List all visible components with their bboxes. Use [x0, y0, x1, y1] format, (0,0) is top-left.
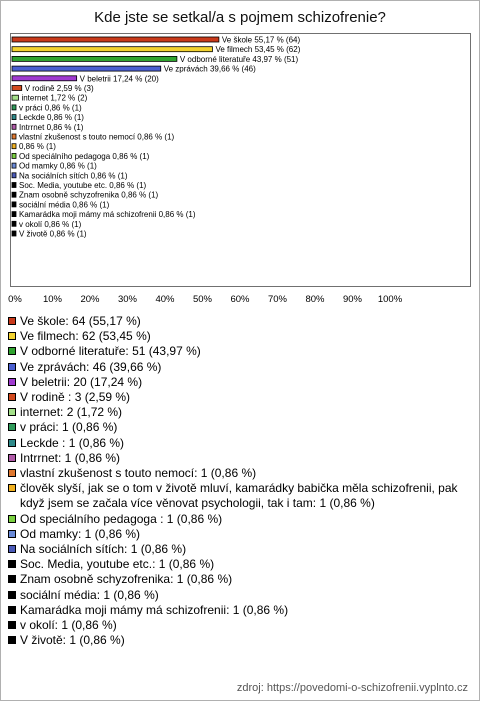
bar-label: v práci 0,86 % (1) [19, 103, 82, 113]
bar-label: Znam osobně schyzofrenika 0,86 % (1) [19, 190, 159, 200]
legend-swatch [8, 347, 16, 355]
legend-item [8, 527, 470, 542]
x-tick-label: 100% [377, 294, 403, 305]
bar [12, 66, 161, 71]
legend-item [8, 344, 470, 359]
legend-label: internet: 2 (1,72 %) [20, 405, 123, 420]
bar-label: internet 1,72 % (2) [21, 93, 88, 103]
bar-label: Na sociálních sítích 0,86 % (1) [19, 171, 128, 181]
bar [12, 202, 16, 207]
legend-label: V beletrii: 20 (17,24 %) [20, 374, 143, 389]
legend-item [8, 512, 470, 527]
bar [12, 163, 16, 168]
legend-label: člověk slyší, jak se o tom v životě mluví, kamarádky babička měla schizofrenii, pak když jsem se začala více věnovat psychologii, tak i tam: 1 (0,86 %) [20, 481, 458, 511]
legend-swatch [8, 332, 16, 340]
legend-item [8, 557, 470, 572]
legend-label: Znam osobně schyzofrenika: 1 (0,86 %) [20, 572, 233, 587]
legend-swatch [8, 575, 16, 583]
bar-label: V rodině 2,59 % (3) [24, 84, 94, 93]
bar-label: V beletrii 17,24 % (20) [79, 74, 159, 84]
legend-label: Od mamky: 1 (0,86 %) [20, 526, 141, 541]
bar [12, 95, 18, 100]
legend-item [8, 436, 470, 451]
bar-label: Ve filmech 53,45 % (62) [215, 45, 301, 55]
legend-item [8, 420, 470, 435]
chart-title: Kde jste se setkal/a s pojmem schizofrenie? [94, 9, 386, 26]
bar [12, 221, 16, 226]
bar-label: Kamarádka moji mámy má schizofrenii 0,86 % (1) [19, 210, 196, 220]
legend-label: Ve filmech: 62 (53,45 %) [20, 329, 151, 344]
bar [12, 56, 177, 61]
bar-chart [0, 0, 480, 310]
legend-swatch [8, 469, 16, 477]
bar-label: v okolí 0,86 % (1) [19, 219, 82, 229]
bar-label: Od mamky 0,86 % (1) [19, 161, 97, 171]
legend-swatch [8, 545, 16, 553]
legend-item [8, 329, 470, 344]
legend-swatch [8, 439, 16, 447]
legend-label: sociální média: 1 (0,86 %) [20, 587, 159, 602]
bar-label: Leckde 0,86 % (1) [19, 113, 84, 123]
bar [12, 173, 16, 178]
bar [12, 124, 16, 129]
legend-label: Ve zprávách: 46 (39,66 %) [20, 359, 162, 374]
legend-item [8, 451, 470, 466]
legend-swatch [8, 408, 16, 416]
x-tick-label: 20% [80, 294, 100, 305]
x-tick-label: 10% [42, 294, 63, 305]
bar [12, 105, 16, 110]
bar-label: V odborné literatuře 43,97 % (51) [179, 54, 299, 64]
x-tick-label: 70% [267, 294, 288, 305]
legend-item [8, 360, 470, 375]
legend-item [8, 618, 470, 633]
legend-item [8, 481, 470, 511]
legend-swatch [8, 454, 16, 462]
x-tick-label: 40% [155, 294, 175, 305]
x-tick-label: 30% [117, 294, 138, 305]
legend-swatch [8, 515, 16, 523]
bar-label: 0,86 % (1) [19, 142, 56, 152]
x-tick-label: 60% [230, 294, 250, 305]
legend-item [8, 588, 470, 603]
legend-swatch [8, 393, 16, 401]
bar [12, 153, 16, 158]
bar [12, 134, 16, 139]
x-tick-label: 90% [342, 294, 363, 305]
legend-swatch [8, 560, 16, 568]
bar-label: Ve zprávách 39,66 % (46) [163, 64, 256, 74]
legend-item [8, 572, 470, 587]
legend-label: v práci: 1 (0,86 %) [20, 420, 118, 435]
bar-label: sociální média 0,86 % (1) [19, 200, 110, 210]
bar [12, 144, 16, 149]
x-tick-label: 50% [192, 294, 213, 305]
legend-label: Kamarádka moji mámy má schizofrenii: 1 (0,86 %) [20, 602, 289, 617]
legend-swatch [8, 363, 16, 371]
bar-label: Od speciálního pedagoga 0,86 % (1) [19, 151, 150, 161]
legend-item [8, 314, 470, 329]
legend-item [8, 633, 470, 648]
legend-item [8, 390, 470, 405]
legend [8, 314, 470, 648]
legend-item [8, 375, 470, 390]
legend-label: Leckde : 1 (0,86 %) [20, 435, 125, 450]
legend-label: V odborné literatuře: 51 (43,97 %) [20, 344, 201, 359]
legend-swatch [8, 636, 16, 644]
source-note: zdroj: https://povedomi-o-schizofrenii.vyplnto.cz [236, 682, 468, 694]
legend-label: vlastní zkušenost s touto nemocí: 1 (0,86 %) [20, 466, 257, 481]
legend-swatch [8, 423, 16, 431]
bar-label: Soc. Media, youtube etc. 0,86 % (1) [19, 181, 147, 190]
legend-swatch [8, 591, 16, 599]
legend-label: Intrrnet: 1 (0,86 %) [20, 450, 121, 465]
bar [12, 76, 77, 81]
legend-swatch [8, 378, 16, 386]
legend-swatch [8, 621, 16, 629]
bar-label: V životě 0,86 % (1) [19, 229, 87, 239]
legend-item [8, 405, 470, 420]
bar [12, 115, 16, 120]
legend-label: Soc. Media, youtube etc.: 1 (0,86 %) [20, 557, 215, 572]
legend-label: Od speciálního pedagoga : 1 (0,86 %) [20, 511, 223, 526]
bar-label: Intrrnet 0,86 % (1) [19, 122, 84, 132]
legend-label: v okolí: 1 (0,86 %) [20, 618, 117, 633]
bar-label: Ve škole 55,17 % (64) [221, 35, 301, 45]
bar [12, 86, 22, 91]
legend-swatch [8, 484, 16, 492]
bar [12, 183, 16, 188]
legend-swatch [8, 606, 16, 614]
legend-label: Ve škole: 64 (55,17 %) [20, 314, 141, 328]
bar-label: vlastní zkušenost s touto nemocí 0,86 % (1) [19, 132, 175, 142]
x-tick-label: 0% [8, 294, 22, 305]
bar [12, 192, 16, 197]
bar [12, 231, 16, 236]
legend-swatch [8, 530, 16, 538]
legend-item [8, 466, 470, 481]
bar [12, 47, 212, 52]
bar [12, 212, 16, 217]
x-tick-label: 80% [305, 294, 325, 305]
bar [12, 37, 219, 42]
legend-item [8, 542, 470, 557]
legend-swatch [8, 317, 16, 325]
legend-label: V rodině : 3 (2,59 %) [20, 390, 131, 405]
legend-label: V životě: 1 (0,86 %) [20, 633, 125, 648]
legend-item [8, 603, 470, 618]
legend-label: Na sociálních sítích: 1 (0,86 %) [20, 542, 187, 557]
